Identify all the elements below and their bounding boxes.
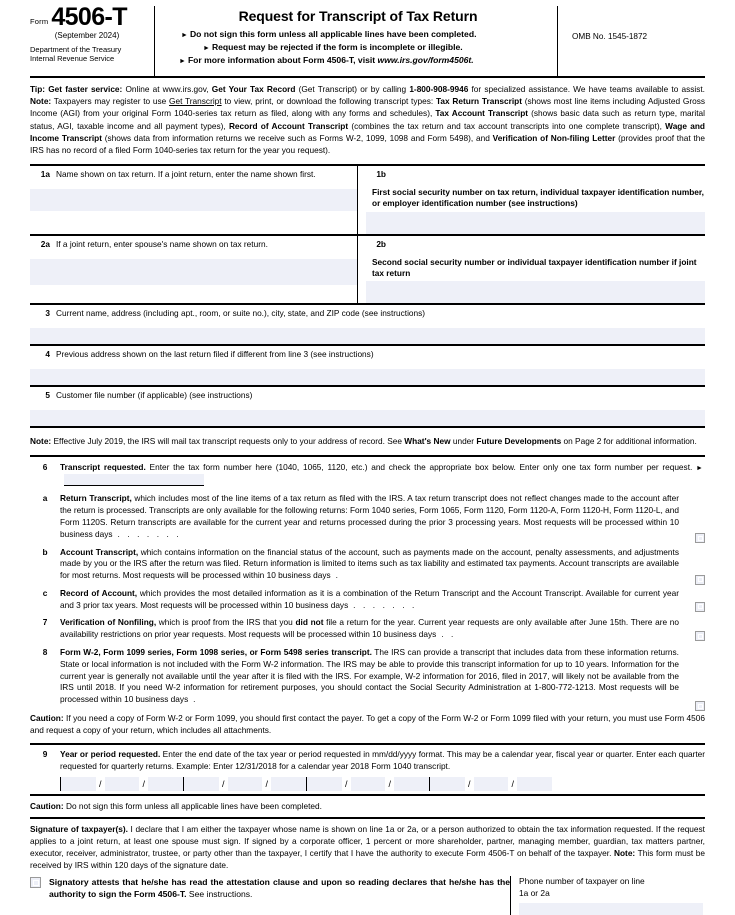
header-bullet-3 [165, 54, 551, 67]
triangle-right-icon: ► [203, 44, 210, 52]
phone-label-line-1: Phone number of taxpayer on line [519, 876, 645, 887]
note-label: Note: [30, 436, 52, 447]
department-line-1: Department of the Treasury [30, 44, 122, 54]
item-8-number: 8 [42, 647, 48, 657]
line-1a-number: 1a [40, 169, 50, 180]
checkbox-return-transcript[interactable] [695, 533, 705, 543]
tip-label: Tip: [30, 84, 46, 94]
item-7-text-2: file a return for the year. Current year requests are only available after June 15th. There are no availability restrictions on prior year requests. Most requests will be processed within 10 business days [60, 617, 679, 640]
item-9-bold: Year or period requested. [60, 748, 161, 759]
header-left-block [30, 3, 155, 76]
field-2a [30, 236, 358, 304]
line-1b-input[interactable] [366, 212, 705, 234]
checkbox-record-of-account[interactable] [695, 602, 705, 612]
header-bullet-2 [165, 41, 551, 54]
item-6-bold: Transcript requested. [60, 461, 146, 472]
header-bullet-1 [165, 28, 551, 41]
date-3-slash-1: / [344, 779, 348, 790]
field-1a [30, 166, 358, 234]
item-6c-bold: Record of Account, [60, 587, 138, 598]
item-8-bold: Form W-2, Form 1099 series, Form 1098 series, or Form 5498 series transcript. [60, 647, 372, 657]
line-1a-label: Name shown on tax return. If a joint return, enter the name shown first. [56, 169, 316, 180]
item-8-text: The IRS can provide a transcript that includes data from these information returns. State or local information is not included with the Form W-2 information. The IRS may be able to provide this transcript information for up to 10 years. Information for the current year is generally not available until the year after it is filed with the IRS. For example, W-2 information for 2016, filed in 2017, will likely not be available from the IRS until 2018. If you need W-2 information for retirement purposes, you should contact the Social Security Administration at 1-800-772-1213. Most requests will be processed within 10 business days [60, 647, 679, 705]
form-number: 4506-T [51, 3, 127, 31]
item-8-body [60, 647, 705, 706]
header-title-block [155, 6, 557, 76]
omb-number: OMB No. 1545-1872 [572, 32, 648, 41]
date-4-day[interactable] [474, 777, 509, 791]
date-1-slash-1: / [98, 779, 102, 790]
date-2-day[interactable] [228, 777, 263, 791]
attestation-bold: Signatory attests that he/she has read the attestation clause and upon so reading declares that he/she has the authority to sign the Form 4506-T. [49, 877, 510, 900]
line-2a-number: 2a [40, 238, 50, 249]
date-4-year[interactable] [517, 777, 552, 791]
tip-bold-tax-account-transcript: Tax Account Transcript [435, 108, 529, 119]
phone-label-line-2: 1a or 2a [519, 887, 550, 898]
attestation-row [30, 876, 705, 915]
form-header [30, 0, 705, 78]
date-1-year[interactable] [148, 777, 183, 791]
item-7-bold-did-not: did not [295, 617, 324, 628]
date-2-slash-1: / [221, 779, 225, 790]
line-2b-number: 2b [376, 238, 386, 249]
line-3-number: 3 [45, 308, 50, 319]
tip-note-label: Note: [30, 96, 52, 107]
item-9-number: 9 [42, 748, 48, 759]
header-bullets [165, 28, 551, 67]
date-2-month[interactable] [184, 777, 219, 791]
item-6b-body [60, 547, 705, 582]
line-5-label: Customer file number (if applicable) (see instructions) [56, 390, 253, 401]
item-6a-bold: Return Transcript, [60, 493, 132, 504]
tip-bold-get-your-tax-record: Get Your Tax Record [211, 84, 296, 94]
item-6a-leader-dots: . . . . . . . [112, 528, 182, 539]
item-6-number: 6 [42, 461, 48, 472]
date-group-1[interactable] [60, 777, 183, 791]
tip-text-7: (shows basic data such as return type, marital status, AGI, taxable income and all payment types), [30, 108, 705, 131]
item-6c-letter: c [42, 587, 48, 598]
item-6b [30, 547, 705, 582]
phone-number-input[interactable] [519, 903, 703, 915]
caution-w2-1099 [30, 712, 705, 737]
line-1b-label: First social security number on tax return, individual taxpayer identification number, or employer identification number (see instructions) [372, 187, 704, 209]
tip-text-6: (shows most line items including Adjusted Gross Income (AGI) from your original Form 1040-series tax return as filed, along with any forms and schedules), [30, 96, 705, 119]
tip-bold-tax-return-transcript: Tax Return Transcript [435, 96, 522, 107]
caution-1-text: If you need a copy of Form W-2 or Form 1099, you should first contact the payer. To get a copy of the Form W-2 or Form 1099 filed with your return, you must use Form 4506 and request a copy of your return, which includes all attachments. [30, 712, 705, 736]
note-text-2: under [450, 436, 477, 447]
date-group-2[interactable] [183, 777, 306, 791]
note-text-1: Effective July 2019, the IRS will mail tax transcript requests only to your address of record. See [51, 436, 405, 447]
phone-number-block [510, 876, 705, 915]
tip-phone-number: 1-800-908-9946 [409, 84, 469, 94]
attestation-left [30, 876, 510, 915]
tip-text-2: (Get Transcript) or by calling [295, 84, 410, 94]
item-7-body [60, 617, 705, 641]
item-7-number: 7 [42, 617, 48, 628]
line-5-number: 5 [45, 390, 50, 401]
item-6 [30, 462, 705, 488]
note-paragraph [30, 426, 705, 454]
item-6a-text: which includes most of the line items of a tax return as filed with the IRS. A tax return transcript does not reflect changes made to the account after the return is processed. Transcripts are only available for the following returns: Form 1040 series, Form 1065, Form 1120, Form 1120-A, Form 1120-H, Form 1120-L, and Form 1120S. Return transcripts are available for the current year and returns processed during the prior 3 processing years. Most requests will be processed within 10 business days [60, 493, 679, 539]
attestation-text [49, 876, 510, 915]
item-8 [30, 647, 705, 706]
line-3-input[interactable] [30, 328, 705, 344]
field-2b [358, 236, 705, 304]
line-5-input[interactable] [30, 410, 705, 426]
line-2a-input[interactable] [30, 259, 357, 285]
line-5-row [30, 385, 705, 426]
department-line-2: Internal Revenue Service [30, 53, 115, 63]
signature-note-label: Note: [614, 848, 636, 858]
tip-bold-record-of-account-transcript: Record of Account Transcript [228, 120, 349, 131]
date-1-day[interactable] [105, 777, 140, 791]
item-6a-letter: a [42, 493, 48, 504]
triangle-right-icon: ► [181, 32, 188, 39]
date-group-3[interactable] [306, 777, 429, 791]
tip-text-4: Taxpayers may register to use [51, 96, 170, 107]
item-6c-body [60, 588, 705, 612]
triangle-right-icon: ► [696, 464, 703, 472]
line-4-input[interactable] [30, 369, 705, 385]
item-6-body [60, 462, 705, 488]
tip-text-3: for specialized assistance. We have teams available to assist. [468, 84, 705, 94]
form-word-label: Form [30, 16, 49, 26]
tip-bold-wage-and-income-transcript: Wage and Income Transcript [30, 120, 705, 143]
tip-text-9: (shows data from information returns we receive such as Forms W-2, 1099, 1098 and Form 5498), and [101, 132, 493, 143]
form-url-link[interactable]: www.irs.gov/form4506t. [377, 54, 474, 65]
tip-text-8: (combines the tax return and tax account transcripts into one complete transcript), [348, 120, 666, 131]
item-6a-body [60, 493, 705, 540]
line-3-row [30, 303, 705, 344]
line-1-row [30, 164, 705, 234]
line-2b-label: Second social security number or individual taxpayer identification number if joint tax return [372, 256, 697, 278]
item-7 [30, 617, 705, 641]
item-6b-letter: b [42, 546, 48, 557]
item-6b-text: which contains information on the financial status of the account, such as payments made on the account, penalty assessments, and adjustments made by you or the IRS after the return was filed. Return information is limited to items such as tax liability and estimated tax payments. Account transcripts are available for most returns. Most requests will be processed within 10 business days [60, 546, 679, 581]
line-1a-input[interactable] [30, 189, 357, 211]
note-text-3: on Page 2 for additional information. [561, 436, 697, 447]
date-group-4[interactable] [429, 777, 552, 791]
header-bullet-1-text: Do not sign this form unless all applicable lines have been completed. [189, 29, 477, 39]
department-block [30, 45, 148, 63]
date-4-slash-1: / [467, 779, 471, 790]
header-bullet-2-text: Request may be rejected if the form is incomplete or illegible. [211, 41, 463, 52]
line-2a-label: If a joint return, enter spouse's name shown on tax return. [56, 238, 268, 249]
signature-section [30, 817, 705, 915]
item-6a [30, 493, 705, 540]
item-9 [30, 749, 705, 773]
line-4-label: Previous address shown on the last return filed if different from line 3 (see instructions) [56, 349, 374, 360]
tip-text-1: Online at www.irs.gov, [122, 84, 212, 94]
line-1b-number: 1b [376, 169, 386, 180]
item-6c [30, 588, 705, 612]
checkbox-verification-of-nonfiling[interactable] [695, 631, 705, 641]
item-6-text: Enter the tax form number here (1040, 1065, 1120, etc.) and check the appropriate box below. Enter only one tax form number per request. [145, 461, 693, 472]
triangle-right-icon: ► [179, 57, 186, 65]
date-4-month[interactable] [430, 777, 465, 791]
attestation-see-instructions: See instructions. [186, 889, 253, 900]
page-title: Request for Transcript of Tax Return [238, 8, 478, 24]
item-6c-text: which provides the most detailed information as it is a combination of the Return Transcript and the Account Transcript. Available for current year and 3 prior tax years. Most requests will be processed within 10 business days [60, 587, 679, 610]
signature-text-2: This form must be received by IRS within 120 days of the signature date. [30, 848, 705, 871]
line-2b-input[interactable] [366, 281, 705, 303]
caution-2-label: Caution: [30, 801, 64, 812]
tip-paragraph [30, 78, 705, 162]
tip-lead-bold: Get faster service: [48, 84, 123, 94]
signature-text-1: I declare that I am either the taxpayer whose name is shown on line 1a or 2a, or a person authorized to obtain the tax information requested. If the request applies to a joint return, at least one spouse must sign. If signed by a corporate officer, 1 percent or more shareholder, partner, managing member, guardian, tax matters partner, executor, receiver, administrator, trustee, or party other than the taxpayer, I certify that I have the authority to execute Form 4506-T on behalf of the taxpayer. [30, 823, 705, 858]
form-revision-date: (September 2024) [54, 30, 120, 40]
caution-1-label: Caution: [30, 712, 64, 723]
item-6b-bold: Account Transcript, [60, 546, 139, 557]
note-bold-future-developments: Future Developments [476, 436, 562, 447]
date-3-day[interactable] [351, 777, 386, 791]
date-1-month[interactable] [61, 777, 96, 791]
caution-2-text: Do not sign this form unless all applicable lines have been completed. [63, 801, 322, 812]
line-3-label: Current name, address (including apt., room, or suite no.), city, state, and ZIP code (see instructions) [56, 308, 426, 319]
year-period-date-boxes [60, 777, 705, 791]
line-4-number: 4 [45, 349, 50, 360]
checkbox-account-transcript[interactable] [695, 575, 705, 585]
item-8-leader-dots: . [188, 694, 199, 705]
line-9-section [30, 743, 705, 792]
header-bullet-3-text: For more information about Form 4506-T, visit [187, 54, 378, 65]
line-2-row [30, 234, 705, 304]
date-4-slash-2: / [511, 779, 514, 790]
item-6b-leader-dots: . [330, 570, 341, 581]
tip-text-5: to view, print, or download the following transcript types: [221, 96, 436, 107]
omb-block [557, 6, 705, 76]
get-transcript-link[interactable]: Get Transcript [169, 96, 222, 107]
date-2-year[interactable] [271, 777, 306, 791]
item-6c-leader-dots: . . . . . . . [348, 599, 417, 610]
date-3-month[interactable] [307, 777, 342, 791]
field-1b [358, 166, 705, 234]
item-7-bold: Verification of Nonfiling, [60, 617, 157, 628]
item-9-body [60, 749, 705, 773]
note-bold-whats-new: What's New [404, 436, 451, 447]
item-7-text-1: which is proof from the IRS that you [156, 617, 296, 628]
identification-fields [30, 164, 705, 426]
tip-text-10: (provides proof that the IRS has no record of a filed Form 1040-series tax return for the year you request). [30, 132, 705, 155]
item-9-text: Enter the end date of the tax year or period requested in mm/dd/yyyy format. This may be a calendar year, fiscal year or quarter. Enter each quarter requested for quarterly returns. Example: Enter 12/31/2018 for a calendar year 2018 Form 1040 transcript. [60, 748, 706, 771]
date-3-year[interactable] [394, 777, 429, 791]
date-2-slash-2: / [265, 779, 268, 790]
checkbox-signatory-attests[interactable] [30, 877, 41, 888]
transcript-items [30, 455, 705, 706]
caution-do-not-sign [30, 794, 705, 812]
signature-label: Signature of taxpayer(s). [30, 823, 128, 834]
date-3-slash-2: / [388, 779, 391, 790]
line-4-row [30, 344, 705, 385]
item-7-leader-dots: . . [436, 629, 456, 640]
tip-bold-verification-non-filing: Verification of Non-filing Letter [492, 132, 616, 143]
date-1-slash-2: / [142, 779, 145, 790]
checkbox-w2-1099-1098-5498[interactable] [695, 701, 705, 711]
tax-form-number-input[interactable] [64, 474, 204, 486]
